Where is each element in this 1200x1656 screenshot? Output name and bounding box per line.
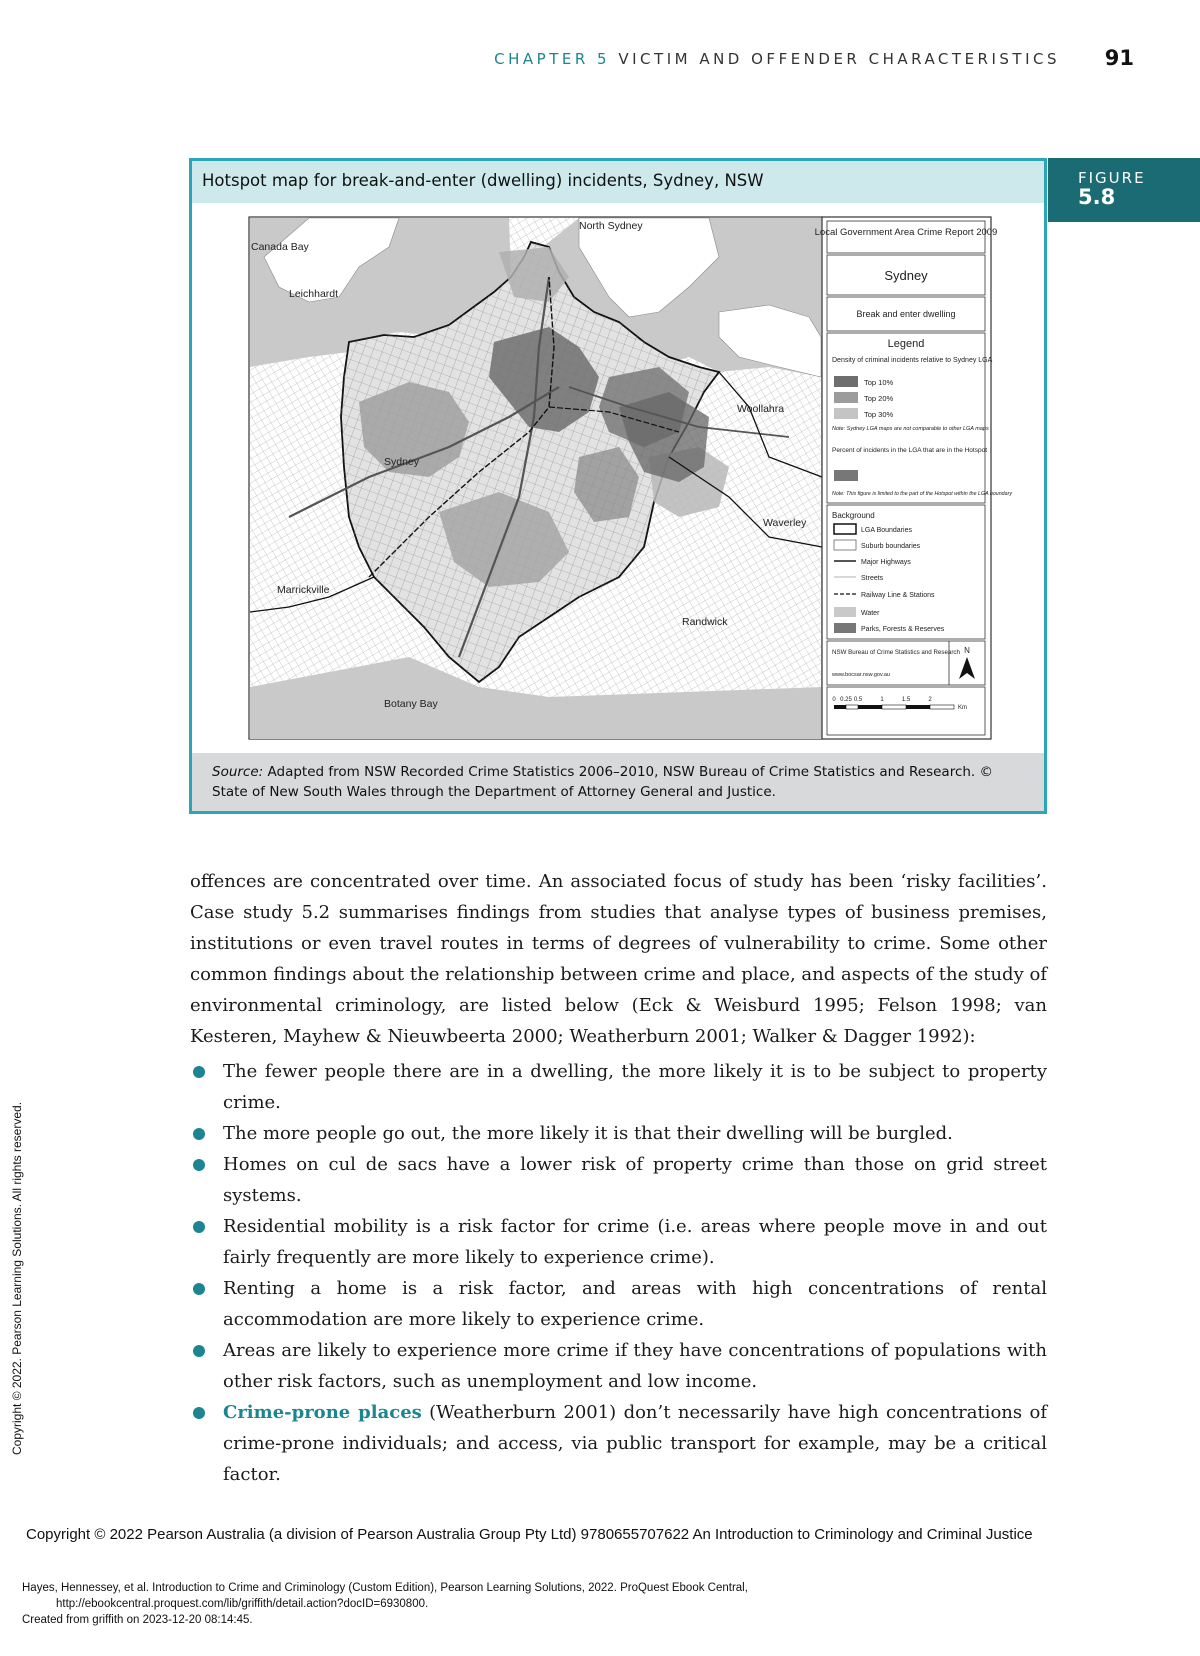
place-label-sydney: Sydney <box>384 456 420 468</box>
citation-url[interactable]: http://ebookcentral.proquest.com/lib/griffith/detail.action?docID=6930800. <box>56 1598 429 1610</box>
swatch-lga-boundaries <box>834 524 856 534</box>
swatch-parks <box>834 623 856 633</box>
list-item: Renting a home is a risk factor, and areas with high concentrations of rental accommodation are more likely to experience crime. <box>190 1273 1047 1335</box>
swatch-percent <box>834 470 858 481</box>
place-label-leichhardt: Leichhardt <box>289 288 339 300</box>
background-heading: Background <box>832 511 875 520</box>
list-item: The fewer people there are in a dwelling, the more likely it is to be subject to property crime. <box>190 1056 1047 1118</box>
findings-list <box>190 1056 1047 1490</box>
swatch-top20 <box>834 392 858 403</box>
map-area <box>249 217 822 739</box>
legend-water: Water <box>861 610 880 617</box>
legend-top30: Top 30% <box>864 410 894 419</box>
scale-tick-3: 1 <box>880 697 884 703</box>
list-item: The more people go out, the more likely it is that their dwelling will be burgled. <box>190 1118 1047 1149</box>
percent-title: Percent of incidents in the LGA that are in the Hotspot <box>832 447 988 454</box>
list-item: Homes on cul de sacs have a lower risk of property crime than those on grid street systems. <box>190 1149 1047 1211</box>
figure-source <box>192 753 1044 811</box>
figure-tab <box>1048 158 1200 222</box>
report-title: Local Government Area Crime Report 2009 <box>814 227 998 238</box>
legend-suburb-boundaries: Suburb boundaries <box>861 543 921 550</box>
swatch-top30 <box>834 408 858 419</box>
swatch-top10 <box>834 376 858 387</box>
legend-heading: Legend <box>887 338 925 350</box>
list-item <box>190 1397 1047 1490</box>
legend-top10: Top 10% <box>864 378 894 387</box>
legend-note-2: Note: This figure is limited to the part of the Hotspot within the LGA boundary <box>832 491 1012 497</box>
chapter-title: VICTIM AND OFFENDER CHARACTERISTICS <box>618 50 1060 68</box>
place-label-canada-bay: Canada Bay <box>251 241 309 253</box>
created-stamp: Created from griffith on 2023-12-20 08:14:45. <box>22 1614 253 1626</box>
scale-bar <box>834 705 954 709</box>
scale-tick-4: 1.5 <box>901 697 911 703</box>
figure-number: 5.8 <box>1078 185 1116 209</box>
bureau-box <box>827 641 985 685</box>
scale-tick-5: 2 <box>928 697 932 703</box>
legend-major-highways: Major Highways <box>861 559 911 566</box>
hotspot-map <box>249 217 1012 739</box>
body-paragraph: offences are concentrated over time. An associated focus of study has been ‘risky facilities’. Case study 5.2 summarises findings from studies that analyse types of business premises, institutions or even travel routes in terms of degrees of vulnerability to crime. Some other common findings about the relationship between crime and place, and aspects of the study of environmental criminology, are listed below (Eck & Weisburd 1995; Felson 1998; van Kesteren, Mayhew & Nieuwbeerta 2000; Weatherburn 2001; Walker & Dagger 1992): <box>190 871 1047 1047</box>
legend-lga-boundaries: LGA Boundaries <box>861 527 912 534</box>
place-label-north-sydney: North Sydney <box>579 220 643 232</box>
north-label: N <box>964 646 970 655</box>
chapter-label: CHAPTER 5 <box>494 50 611 68</box>
source-label: Source: <box>212 764 264 780</box>
swatch-suburb-boundaries <box>834 540 856 550</box>
citation-text: Hayes, Hennessey, et al. Introduction to Crime and Criminology (Custom Edition), Pearson Learning Solutions, 2022. ProQuest Ebook Central, <box>22 1582 748 1594</box>
scale-tick-0: 0 <box>832 697 836 703</box>
legend-top20: Top 20% <box>864 394 894 403</box>
bureau-website: www.bocsar.nsw.gov.au <box>832 672 890 678</box>
scale-box <box>827 687 985 735</box>
place-label-woollahra: Woollahra <box>737 403 785 415</box>
place-label-waverley: Waverley <box>763 517 807 529</box>
legend-panel <box>815 217 1013 739</box>
legend-note-1: Note: Sydney LGA maps are not comparable to other LGA maps <box>832 426 989 432</box>
offence-name: Break and enter dwelling <box>856 309 956 319</box>
place-label-randwick: Randwick <box>682 616 728 628</box>
scale-unit: Km <box>958 705 967 711</box>
copyright-line: Copyright © 2022 Pearson Australia (a division of Pearson Australia Group Pty Ltd) 9780655707622 An Introduction to Criminology and Criminal Justice <box>26 1526 1033 1543</box>
legend-railway: Railway Line & Stations <box>861 592 935 599</box>
list-item-text: (Weatherburn 2001) don’t necessarily have high concentrations of crime-prone individuals; and access, via public transport for example, may be a critical factor. <box>223 1402 1047 1485</box>
side-copyright: Copyright © 2022. Pearson Learning Solutions. All rights reserved. <box>10 1101 24 1455</box>
list-item: Areas are likely to experience more crime if they have concentrations of populations with other risk factors, such as unemployment and low income. <box>190 1335 1047 1397</box>
density-title: Density of criminal incidents relative to Sydney LGA <box>832 357 993 364</box>
legend-streets: Streets <box>861 575 884 582</box>
citation-block <box>22 1580 748 1628</box>
bureau-name: NSW Bureau of Crime Statistics and Research <box>832 649 960 656</box>
figure-box <box>189 158 1047 814</box>
legend-parks: Parks, Forests & Reserves <box>861 626 945 633</box>
source-text: Adapted from NSW Recorded Crime Statistics 2006–2010, NSW Bureau of Crime Statistics and Research. © State of New South Wales through the Department of Attorney General and Justice. <box>212 764 994 800</box>
glossary-term-link[interactable]: Crime-prone places <box>223 1402 422 1423</box>
place-label-botany-bay: Botany Bay <box>384 698 438 710</box>
scale-tick-2: 0.5 <box>853 697 863 703</box>
page-number: 91 <box>1104 46 1134 70</box>
swatch-water <box>834 607 856 617</box>
scale-tick-1: 0.25 <box>840 697 852 703</box>
lga-name: Sydney <box>884 268 928 283</box>
figure-tab-label: FIGURE <box>1078 169 1146 187</box>
figure-title: Hotspot map for break-and-enter (dwelling) incidents, Sydney, NSW <box>192 161 1044 203</box>
running-head <box>480 50 1060 68</box>
list-item: Residential mobility is a risk factor for crime (i.e. areas where people move in and out fairly frequently are more likely to experience crime). <box>190 1211 1047 1273</box>
place-label-marrickville: Marrickville <box>277 584 330 596</box>
